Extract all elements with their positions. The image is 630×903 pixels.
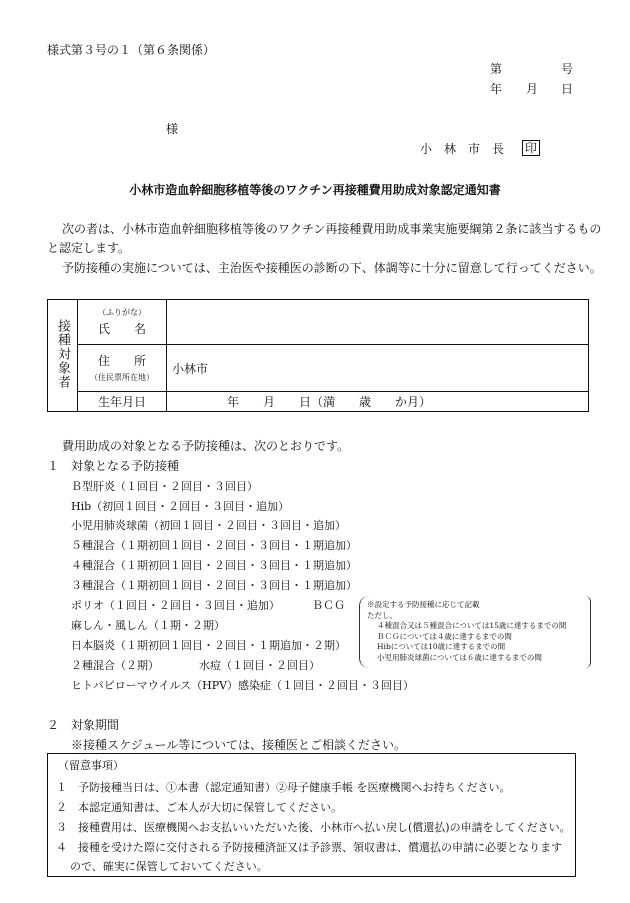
addressee-suffix: 様 [166,122,179,136]
side-header: 接種対象者 [55,318,70,389]
section-1-heading: １ 対象となる予防接種 [47,459,180,473]
intro-line-3: 予防接種の実施については、主治医や接種医の診断の下、体調等に十分に留意して行ってください。 [62,261,602,275]
recipient-table [47,299,589,412]
note-item-4: ４ 接種を受けた際に交付される予防接種済証又は予診票、領収書は、償還払の申請に必要となります [56,841,562,854]
address-value[interactable]: 小林市 [167,345,589,392]
vaccine-item: ２種混合（２期） [71,659,159,672]
note-item-4-cont: ので、確実に保管しておいてください。 [70,860,268,873]
address-sub-label: （住民票所在地） [90,373,154,382]
vaccine-item: Hib（初回１回目・２回目・３回目・追加） [71,500,290,513]
vaccines-intro: 費用助成の対象となる予防接種は、次のとおりです。 [62,439,350,453]
date-day-label: 日 [561,82,574,96]
vaccine-item: ポリオ（１回目・２回目・３回目・追加） [71,599,280,612]
birth-value[interactable]: 年 月 日（満 歳 か月） [167,392,589,412]
side-header-cell [48,300,78,412]
form-number: 様式第３号の１（第６条関係） [47,43,216,57]
birth-label: 生年月日 [78,392,167,412]
seal-mark: 印 [522,139,540,156]
section-2-heading: ２ 対象期間 [47,718,120,732]
note-item-1: １ 予防接種当日は、①本書（認定通知書）②母子健康手帳 を医療機関へお持ちください。 [56,781,511,794]
date-month-label: 月 [526,82,539,96]
vaccine-item-varicella: 水痘（１回目・２回目） [199,659,320,672]
side-note-line: ４種混合又は５種混合については15歳に達するまでの間 [377,621,567,630]
vaccine-item: 日本脳炎（１期初回１回目・２回目・１期追加・２期） [71,639,346,652]
furigana-label: （ふりがな） [98,308,146,317]
address-label: 住 所 [97,354,146,368]
side-note-line: ※設定する予防接種に応じて記載 [367,600,480,609]
vaccine-item: ヒトパピローマウイルス（HPV）感染症（１回目・２回目・３回目） [71,679,415,692]
side-note-line: 小児用肺炎球菌については６歳に達するまでの間 [377,652,542,662]
side-note-line: Hibについては10歳に達するまでの間 [377,642,506,651]
notes-box [47,753,576,877]
vaccine-item: 麻しん・風しん（１期・２期） [71,619,225,632]
name-label-cell [78,300,167,345]
number-dai-label: 第 [490,62,503,76]
side-note-line: ＢＣＧについては４歳に達するまでの間 [377,631,512,641]
date-year-label: 年 [490,82,503,96]
side-note [367,600,566,663]
side-note-brace-right [580,596,591,668]
vaccine-item: ４種混合（１期初回１回目・２回目・３回目・１期追加） [71,559,357,572]
vaccine-item: ３種混合（１期初回１回目・２回目・３回目・１期追加） [71,579,357,592]
vaccine-item: Ｂ型肝炎（１回目・２回目・３回目） [71,480,258,493]
side-note-line: ただし、 [367,610,397,620]
name-value-cell[interactable] [167,300,589,345]
address-label-cell [78,345,167,392]
intro-line-2: と認定します。 [47,241,131,255]
issuer-name: 小 林 市 長 [420,142,505,156]
notes-heading: （留意事項） [58,759,124,772]
schedule-note: ※接種スケジュール等については、接種医とご相談ください。 [71,738,407,752]
name-label: 氏 名 [97,322,146,336]
vaccine-item-bcg: ＢＣＧ [312,599,345,612]
number-go-label: 号 [561,62,574,76]
document-title: 小林市造血幹細胞移植等後のワクチン再接種費用助成対象認定通知書 [129,183,501,197]
note-item-2: ２ 本認定通知書は、ご本人が大切に保管してください。 [56,801,342,814]
vaccine-item: ５種混合（１期初回１回目・２回目・３回目・１期追加） [71,539,357,552]
note-item-3: ３ 接種費用は、医療機関へお支払いいただいた後、小林市へ払い戻し(償還払)の申請をしてください。 [56,821,571,834]
intro-line-1: 次の者は、小林市造血幹細胞移植等後のワクチン再接種費用助成事業実施要綱第２条に該当するもの [62,222,602,236]
vaccine-item: 小児用肺炎球菌（初回１回目・２回目・３回目・追加） [71,519,346,532]
